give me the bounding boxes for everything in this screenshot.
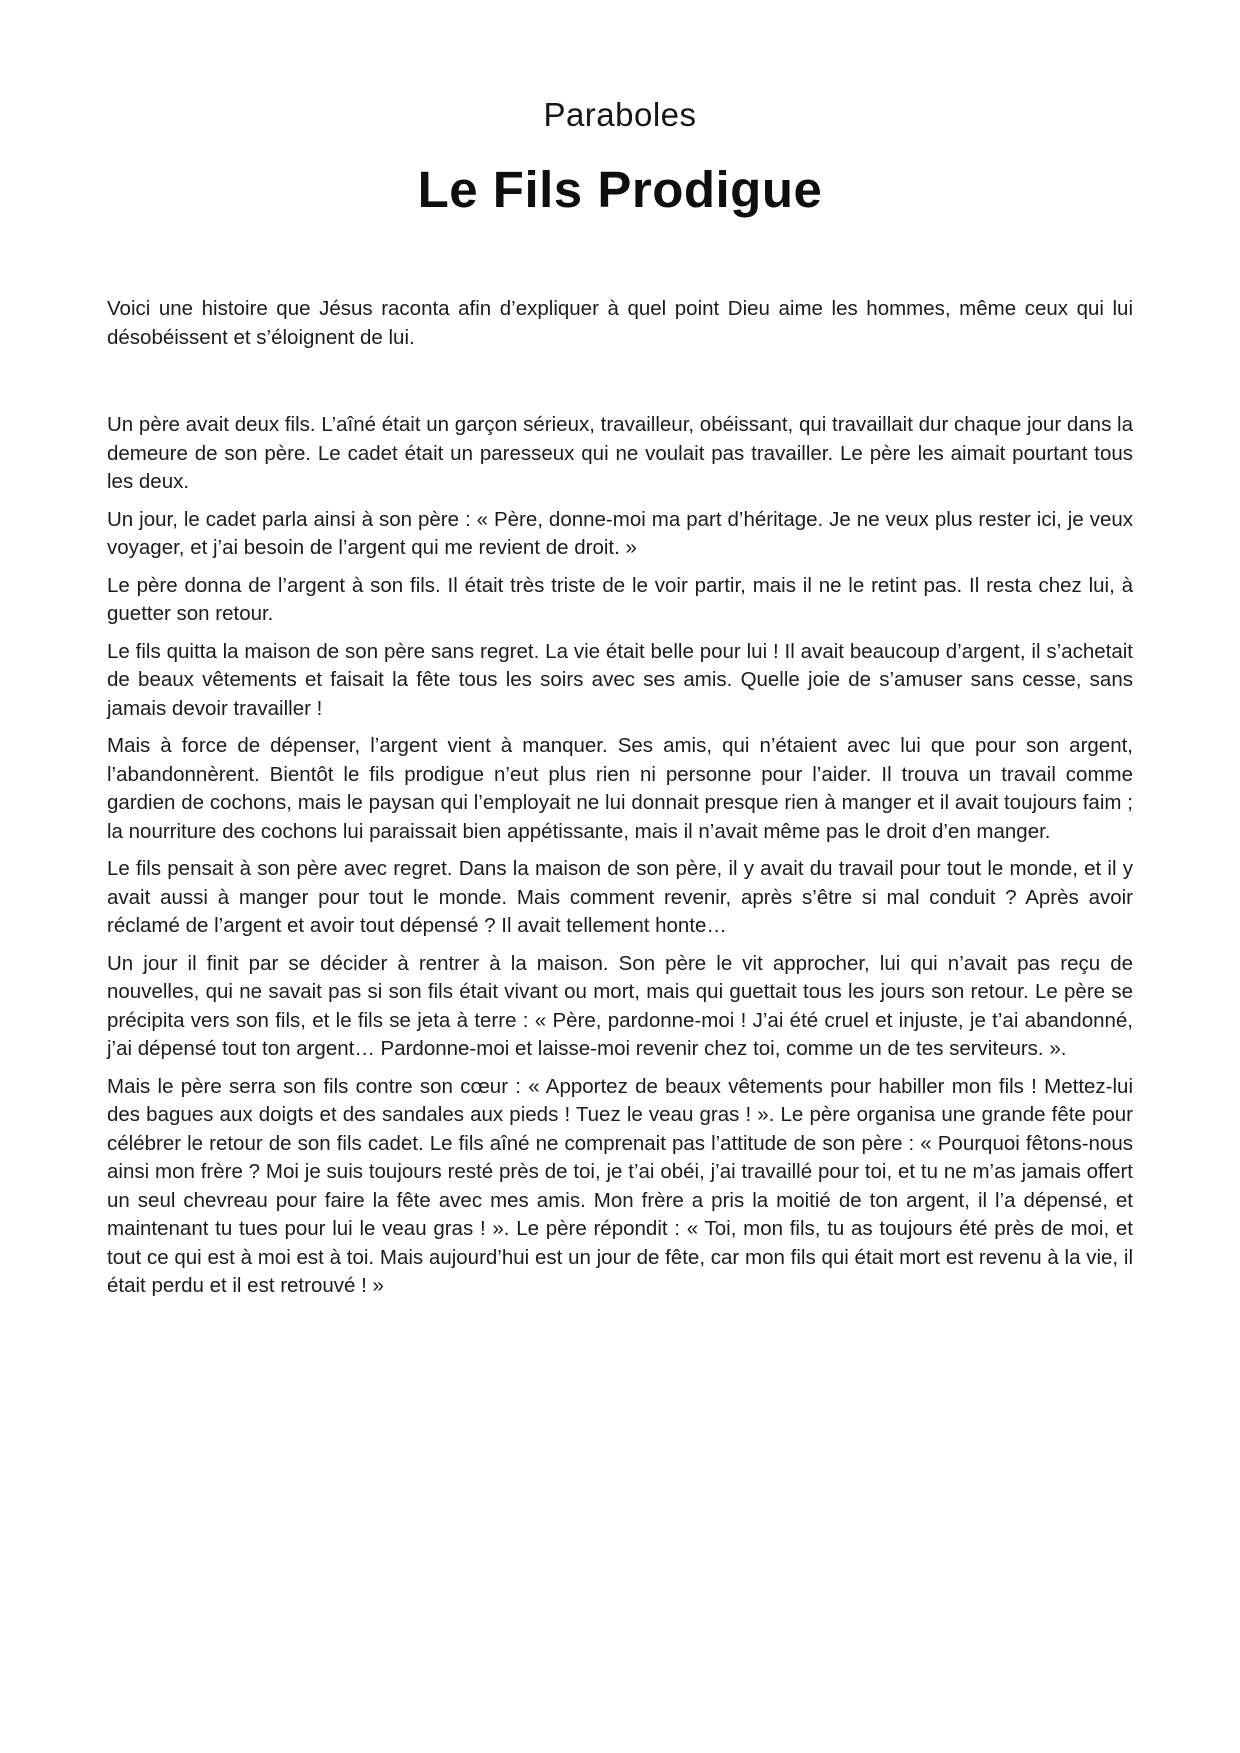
paragraph: Un jour, le cadet parla ainsi à son père : « Père, donne-moi ma part d’héritage. Je ne veux plus rester ici, je veux voyager, et j’ai besoin de l’argent qui me revient de droit. »	[107, 507, 1133, 559]
paragraph: Le père donna de l’argent à son fils. Il était très triste de le voir partir, mais il ne le retint pas. Il resta chez lui, à guetter son retour.	[107, 573, 1133, 625]
paragraph: Un jour il finit par se décider à rentrer à la maison. Son père le vit approcher, lui qui n’avait pas reçu de nouvelles, qui ne savait pas si son fils était vivant ou mort, mais qui guettait tous les jours son retour. Le père se précipita vers son fils, et le fils se jeta à terre : « Père, pardonne-moi ! J’ai été cruel et injuste, je t’ai abandonné, j’ai dépensé tout ton argent… Pardonne-moi et laisse-moi revenir chez toi, comme un de tes serviteurs. ».	[107, 951, 1133, 1060]
paragraph: Mais à force de dépenser, l’argent vient à manquer. Ses amis, qui n’étaient avec lui que pour son argent, l’abandonnèrent. Bientôt le fils prodigue n’eut plus rien ni personne pour l’aider. Il trouva un travail comme gardien de cochons, mais le paysan qui l’employait ne lui donnait presque rien à manger et il avait toujours faim ; la nourriture des cochons lui paraissait bien appétissante, mais il n’avait même pas le droit d’en manger.	[107, 734, 1133, 843]
document-body	[107, 295, 1133, 1301]
paragraph: Mais le père serra son fils contre son cœur : « Apportez de beaux vêtements pour habiller mon fils ! Mettez-lui des bagues aux doigts et des sandales aux pieds ! Tuez le veau gras ! ». Le père organisa une grande fête pour célébrer le retour de son fils cadet. Le fils aîné ne comprenait pas l’attitude de son père : « Pourquoi fêtons-nous ainsi mon frère ? Moi je suis toujours resté près de toi, je t’ai obéi, j’ai travaillé pour toi, et tu ne m’as jamais offert un seul chevreau pour faire la fête avec mes amis. Mon frère a pris la moitié de ton argent, il l’a dépensé, et maintenant tu tues pour lui le veau gras ! ». Le père répondit : « Toi, mon fils, tu as toujours été près de moi, et tout ce qui est à moi est à toi. Mais aujourd’hui est un jour de fête, car mon fils qui était mort est revenu à la vie, il était perdu et il est retrouvé ! »	[107, 1074, 1133, 1297]
intro-paragraph: Voici une histoire que Jésus raconta afin d’expliquer à quel point Dieu aime les hommes, même ceux qui lui désobéissent et s’éloignent de lui.	[107, 297, 1133, 349]
document-title: Le Fils Prodigue	[417, 161, 823, 218]
paragraph: Le fils pensait à son père avec regret. Dans la maison de son père, il y avait du travail pour tout le monde, et il y avait aussi à manger pour tout le monde. Mais comment revenir, après s’être si mal conduit ? Après avoir réclamé de l’argent et avoir tout dépensé ? Il avait tellement honte…	[107, 857, 1133, 937]
document-subtitle: Paraboles	[543, 96, 697, 133]
paragraph: Le fils quitta la maison de son père sans regret. La vie était belle pour lui ! Il avait beaucoup d’argent, il s’achetait de beaux vêtements et faisait la fête tous les soirs avec ses amis. Quelle joie de s’amuser sans cesse, sans jamais devoir travailler !	[107, 639, 1133, 720]
paragraph: Un père avait deux fils. L’aîné était un garçon sérieux, travailleur, obéissant, qui travaillait dur chaque jour dans la demeure de son père. Le cadet était un paresseux qui ne voulait pas travailler. Le père les aimait pourtant tous les deux.	[107, 413, 1133, 493]
